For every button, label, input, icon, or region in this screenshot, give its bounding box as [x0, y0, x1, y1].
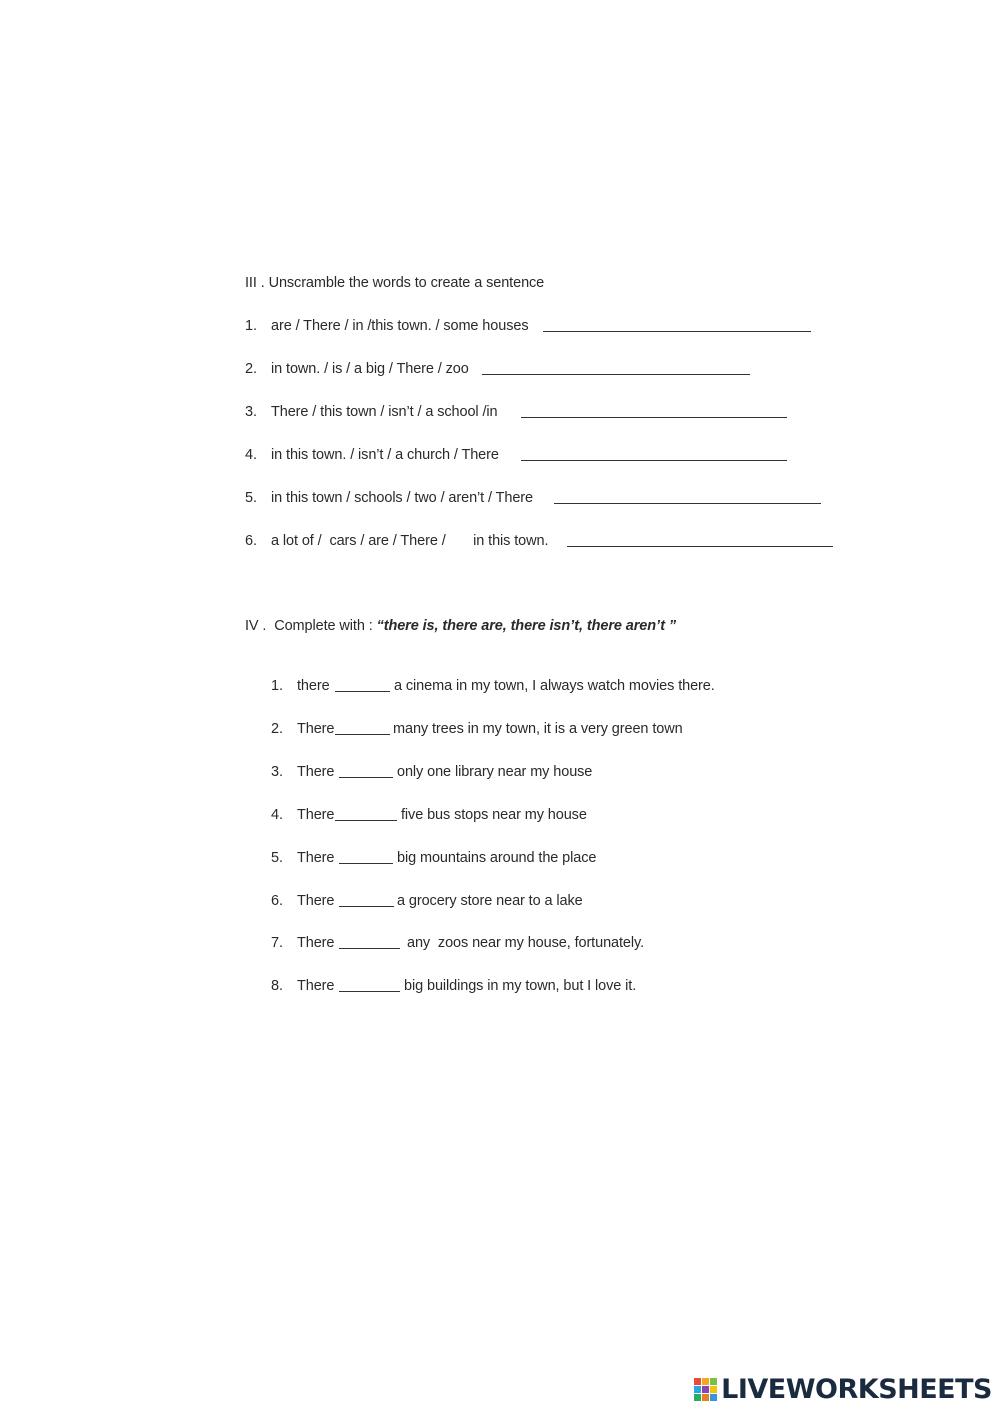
- item-number: 5.: [245, 490, 257, 506]
- item-text: are / There / in /this town. / some houses: [271, 318, 529, 334]
- item-text: There / this town / isn’t / a school /in: [271, 404, 498, 420]
- item-number: 3.: [245, 404, 257, 420]
- item-number: 4.: [245, 447, 257, 463]
- unscramble-item-6: [245, 531, 865, 551]
- item-text: in this town. / isn’t / a church / There: [271, 447, 499, 463]
- logo-square: [694, 1386, 701, 1393]
- item-after: a grocery store near to a lake: [397, 893, 583, 909]
- item-text: a lot of / cars / are / There / in this town.: [271, 533, 549, 549]
- unscramble-item-1: [245, 316, 845, 336]
- item-before: There: [297, 807, 335, 823]
- section-3-heading: III . Unscramble the words to create a sentence: [245, 275, 545, 291]
- logo-mark-icon: [694, 1378, 717, 1401]
- answer-blank[interactable]: [339, 777, 393, 778]
- item-number: 1.: [271, 678, 283, 694]
- answer-blank[interactable]: [335, 734, 390, 735]
- answer-line[interactable]: [554, 503, 821, 504]
- answer-line[interactable]: [543, 331, 811, 332]
- logo-square: [694, 1378, 701, 1385]
- item-number: 8.: [271, 978, 283, 994]
- item-before: There: [297, 935, 335, 951]
- unscramble-item-5: [245, 488, 845, 508]
- heading-emphasis: “there is, there are, there isn’t, there aren’t ”: [376, 618, 677, 634]
- item-after: any zoos near my house, fortunately.: [407, 935, 645, 951]
- item-number: 6.: [245, 533, 257, 549]
- item-number: 6.: [271, 893, 283, 909]
- answer-line[interactable]: [521, 460, 787, 461]
- item-text: in this town / schools / two / aren’t / There: [271, 490, 533, 506]
- unscramble-item-2: [245, 359, 845, 379]
- item-number: 1.: [245, 318, 257, 334]
- logo-square: [710, 1386, 717, 1393]
- item-after: many trees in my town, it is a very green town: [393, 721, 683, 737]
- logo-square: [702, 1394, 709, 1401]
- item-number: 5.: [271, 850, 283, 866]
- answer-blank[interactable]: [335, 820, 397, 821]
- item-text: in town. / is / a big / There / zoo: [271, 361, 469, 377]
- item-before: There: [297, 978, 335, 994]
- item-number: 7.: [271, 935, 283, 951]
- item-before: There: [297, 893, 335, 909]
- item-before: There: [297, 764, 335, 780]
- section-4-heading: [245, 618, 676, 634]
- item-after: big buildings in my town, but I love it.: [404, 978, 637, 994]
- logo-square: [710, 1394, 717, 1401]
- answer-blank[interactable]: [335, 691, 390, 692]
- logo-square: [710, 1378, 717, 1385]
- logo-square: [694, 1394, 701, 1401]
- logo-square: [702, 1378, 709, 1385]
- unscramble-item-3: [245, 402, 845, 422]
- answer-line[interactable]: [521, 417, 787, 418]
- logo-square: [702, 1386, 709, 1393]
- item-after: big mountains around the place: [397, 850, 597, 866]
- answer-blank[interactable]: [339, 991, 400, 992]
- answer-blank[interactable]: [339, 948, 400, 949]
- answer-blank[interactable]: [339, 863, 393, 864]
- item-before: There: [297, 721, 335, 737]
- item-number: 2.: [271, 721, 283, 737]
- logo-text: LIVEWORKSHEETS: [721, 1373, 992, 1405]
- item-before: There: [297, 850, 335, 866]
- item-after: five bus stops near my house: [401, 807, 587, 823]
- item-after: a cinema in my town, I always watch movies there.: [394, 678, 715, 694]
- heading-prefix: IV . Complete with :: [245, 618, 377, 634]
- item-before: there: [297, 678, 330, 694]
- unscramble-item-4: [245, 445, 845, 465]
- item-number: 4.: [271, 807, 283, 823]
- item-number: 3.: [271, 764, 283, 780]
- answer-blank[interactable]: [339, 906, 394, 907]
- item-number: 2.: [245, 361, 257, 377]
- item-after: only one library near my house: [397, 764, 593, 780]
- answer-line[interactable]: [567, 546, 833, 547]
- liveworksheets-logo[interactable]: [694, 1375, 992, 1403]
- answer-line[interactable]: [482, 374, 750, 375]
